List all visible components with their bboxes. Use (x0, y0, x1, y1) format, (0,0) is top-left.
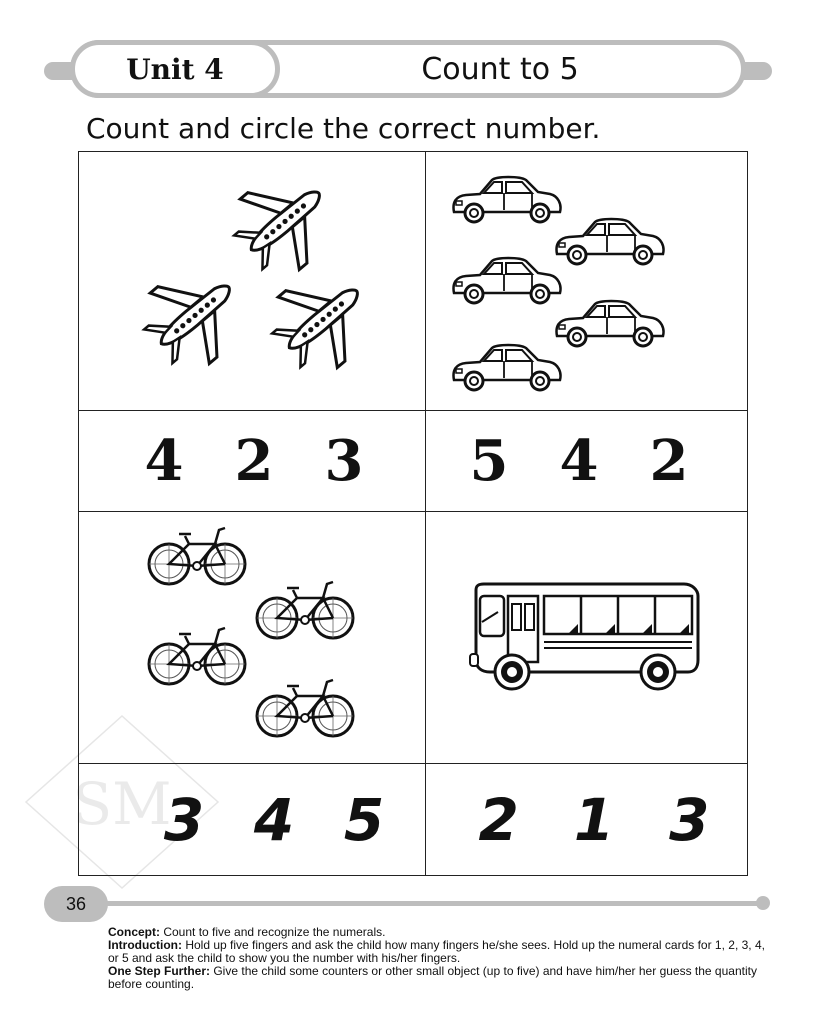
unit-tab (70, 40, 280, 98)
bicycle-icon (149, 628, 245, 684)
picture-cell-airplanes (79, 152, 425, 410)
answer-choice[interactable]: 2 (478, 786, 519, 854)
answer-choice[interactable]: 2 (234, 428, 274, 494)
further-note (108, 965, 768, 991)
intro-label: Introduction: (108, 938, 182, 952)
further-label: One Step Further: (108, 964, 211, 978)
airplane-icon (219, 158, 349, 288)
answer-choice[interactable]: 3 (324, 428, 364, 494)
bus-icon (470, 584, 698, 689)
intro-text: Hold up five fingers and ask the child how many fingers he/she sees. Hold up the numeral cards for 1, 2, 3, 4, or 5 and ask the child to show you the number with his/her fingers. (108, 938, 765, 965)
concept-text: Count to five and recognize the numerals. (160, 925, 386, 939)
answer-choice[interactable]: 3 (669, 786, 710, 854)
airplane-icon (129, 252, 259, 382)
car-icon (454, 258, 561, 303)
answer-choice[interactable]: 4 (559, 428, 599, 494)
unit-label: Unit 4 (126, 52, 224, 86)
answer-choice[interactable]: 5 (343, 786, 385, 854)
picture-cell-bus (426, 512, 748, 763)
answer-choice[interactable]: 3 (163, 786, 205, 854)
answer-choice[interactable]: 4 (144, 428, 184, 494)
answer-choice[interactable]: 2 (649, 428, 689, 494)
page-title: Count to 5 (421, 51, 579, 87)
answer-choice[interactable]: 1 (573, 786, 615, 854)
further-text: Give the child some counters or other small object (up to five) and have him/her her guess the quantity before counting. (108, 964, 757, 991)
car-icon (454, 345, 561, 390)
airplane-icon (257, 256, 387, 386)
page-number: 36 (44, 886, 108, 922)
concept-label: Concept: (108, 925, 160, 939)
answer-choices (444, 411, 714, 511)
picture-cell-cars (426, 152, 748, 410)
answer-choice[interactable]: 5 (469, 428, 509, 494)
teacher-notes (108, 926, 768, 991)
car-icon (557, 301, 664, 346)
answer-choices (119, 411, 389, 511)
answer-choices (139, 764, 409, 876)
car-icon (454, 177, 561, 222)
car-icon (557, 219, 664, 264)
intro-note (108, 939, 768, 965)
exercise-grid (78, 151, 748, 876)
footer-dot (756, 896, 770, 910)
bicycle-icon (257, 582, 353, 638)
bicycle-icon (257, 680, 353, 736)
instruction-text: Count and circle the correct number. (86, 112, 601, 145)
bicycle-icon (149, 528, 245, 584)
watermark-text: SM (72, 770, 172, 838)
footer-line (100, 901, 762, 906)
picture-cell-bicycles (79, 512, 425, 763)
answer-choices (451, 764, 737, 876)
answer-choice[interactable]: 4 (253, 786, 295, 854)
